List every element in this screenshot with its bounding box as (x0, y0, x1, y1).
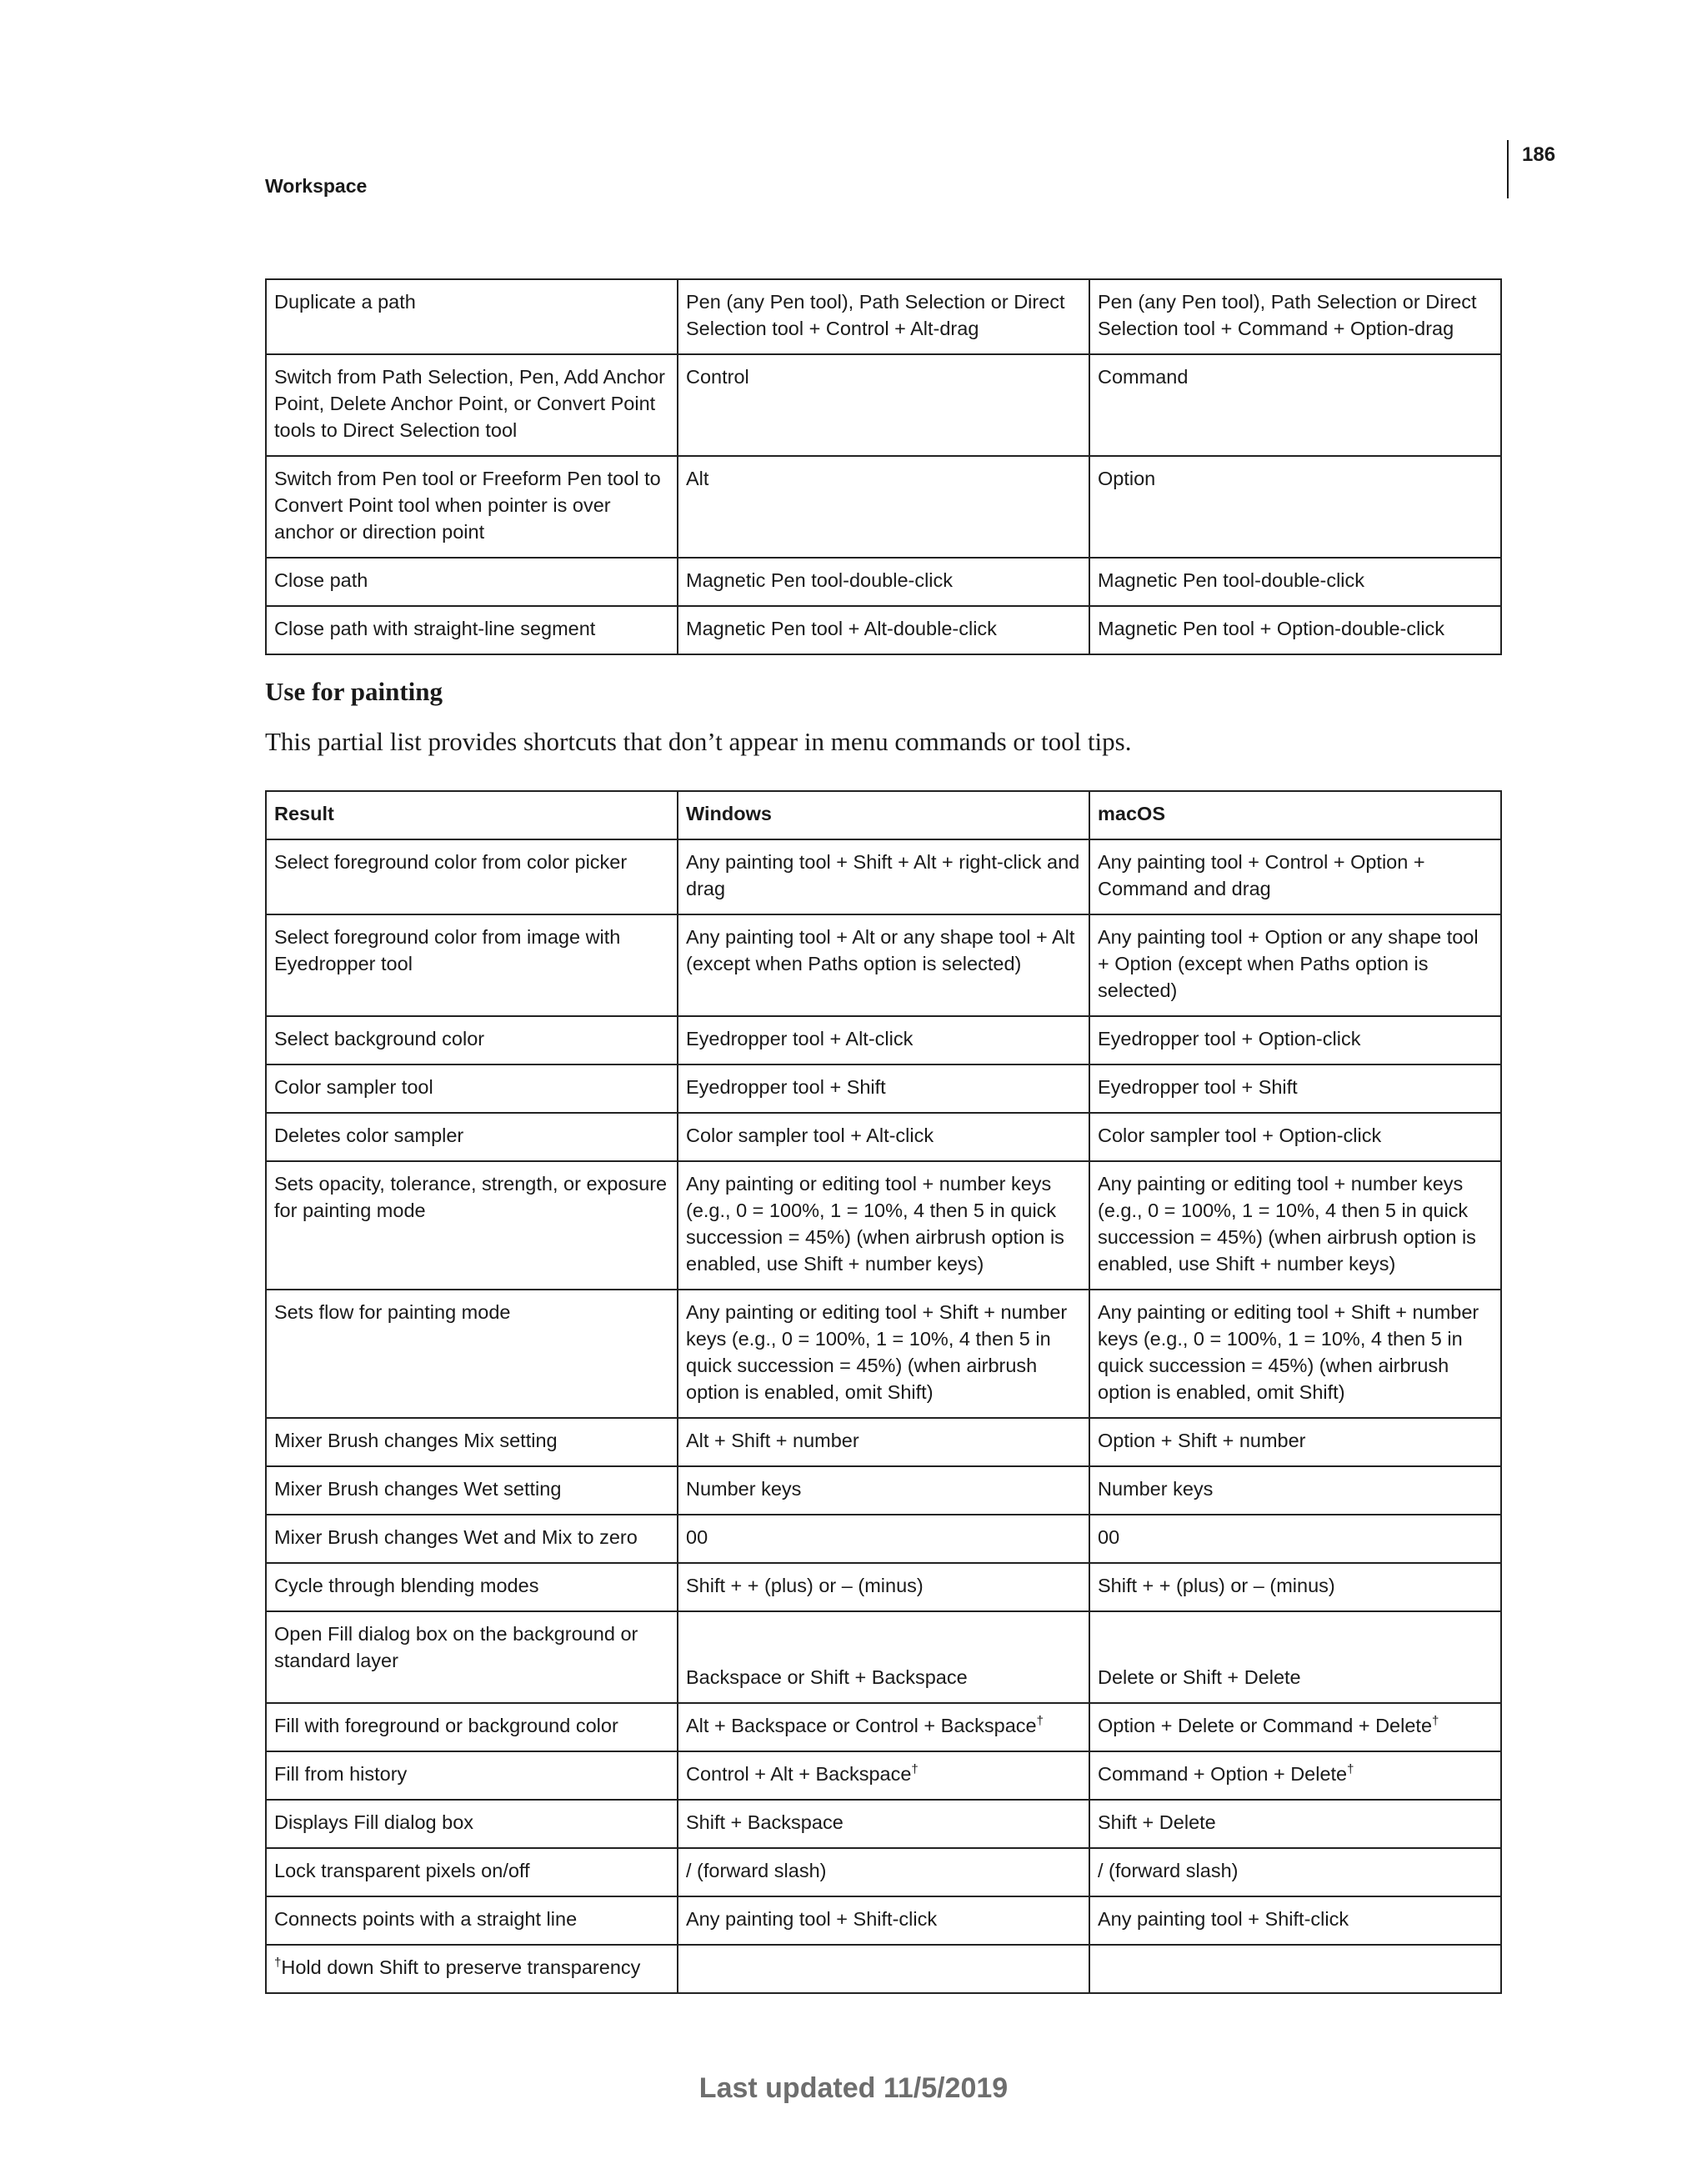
section-intro: This partial list provides shortcuts that don’t appear in menu commands or tool tips. (265, 727, 1132, 756)
result-cell: Sets opacity, tolerance, strength, or exposure for painting mode (266, 1161, 678, 1290)
table-row (266, 1290, 1501, 1418)
cell-text: Control + Alt + Backspace (686, 1763, 912, 1785)
windows-cell: / (forward slash) (678, 1848, 1089, 1896)
column-header-result: Result (266, 791, 678, 839)
macos-cell: Magnetic Pen tool-double-click (1089, 558, 1501, 606)
table-row (266, 1418, 1501, 1466)
macos-cell: Color sampler tool + Option-click (1089, 1113, 1501, 1161)
result-cell: Displays Fill dialog box (266, 1800, 678, 1848)
result-cell: Open Fill dialog box on the background or standard layer (266, 1611, 678, 1703)
page-number-rule (1507, 140, 1509, 198)
macos-cell: Pen (any Pen tool), Path Selection or Direct Selection tool + Command + Option-drag (1089, 279, 1501, 354)
windows-cell: Eyedropper tool + Shift (678, 1064, 1089, 1113)
path-shortcuts-table (265, 278, 1502, 655)
windows-cell: Any painting or editing tool + number keys (e.g., 0 = 100%, 1 = 10%, 4 then 5 in quick succession = 45%) (when airbrush option is enabled, use Shift + number keys) (678, 1161, 1089, 1290)
table-row (266, 1563, 1501, 1611)
section-heading: Use for painting (265, 677, 443, 706)
windows-cell: Control (678, 354, 1089, 456)
windows-cell: Shift + Backspace (678, 1800, 1089, 1848)
result-cell: Fill with foreground or background color (266, 1703, 678, 1751)
windows-cell: Alt + Shift + number (678, 1418, 1089, 1466)
painting-shortcuts-table (265, 790, 1502, 1994)
table-row (266, 1161, 1501, 1290)
column-header-windows: Windows (678, 791, 1089, 839)
table-row (266, 354, 1501, 456)
windows-cell: Any painting tool + Alt or any shape tool + Alt (except when Paths option is selected) (678, 914, 1089, 1016)
result-cell: Select background color (266, 1016, 678, 1064)
result-cell: Connects points with a straight line (266, 1896, 678, 1945)
page-number: 186 (1522, 143, 1556, 166)
result-cell: Close path (266, 558, 678, 606)
table-header-row (266, 791, 1501, 839)
result-cell: Duplicate a path (266, 279, 678, 354)
table-row (266, 1016, 1501, 1064)
windows-cell: Pen (any Pen tool), Path Selection or Direct Selection tool + Control + Alt-drag (678, 279, 1089, 354)
result-cell: Mixer Brush changes Mix setting (266, 1418, 678, 1466)
windows-cell: Magnetic Pen tool + Alt-double-click (678, 606, 1089, 654)
result-cell: Deletes color sampler (266, 1113, 678, 1161)
macos-cell: Shift + Delete (1089, 1800, 1501, 1848)
table-row (266, 1848, 1501, 1896)
result-cell: Close path with straight-line segment (266, 606, 678, 654)
windows-cell: Any painting tool + Shift-click (678, 1896, 1089, 1945)
macos-cell: Any painting or editing tool + number keys (e.g., 0 = 100%, 1 = 10%, 4 then 5 in quick succession = 45%) (when airbrush option is enabled, use Shift + number keys) (1089, 1161, 1501, 1290)
windows-cell: Backspace or Shift + Backspace (678, 1611, 1089, 1703)
result-cell: Select foreground color from color picker (266, 839, 678, 914)
windows-cell: 00 (678, 1515, 1089, 1563)
table-row (266, 558, 1501, 606)
windows-cell (678, 1945, 1089, 1993)
table-row (266, 279, 1501, 354)
windows-cell: Alt (678, 456, 1089, 558)
macos-cell: Any painting tool + Control + Option + Command and drag (1089, 839, 1501, 914)
result-cell: Lock transparent pixels on/off (266, 1848, 678, 1896)
result-cell: Mixer Brush changes Wet and Mix to zero (266, 1515, 678, 1563)
macos-cell (1089, 1945, 1501, 1993)
windows-cell: Shift + + (plus) or – (minus) (678, 1563, 1089, 1611)
table-row (266, 839, 1501, 914)
running-header: Workspace (265, 175, 368, 197)
macos-cell: 00 (1089, 1515, 1501, 1563)
cell-text: Command + Option + Delete (1098, 1763, 1348, 1785)
windows-cell (678, 1703, 1089, 1751)
macos-cell: Eyedropper tool + Option-click (1089, 1016, 1501, 1064)
table-row (266, 1800, 1501, 1848)
column-header-macos: macOS (1089, 791, 1501, 839)
cell-text: Option + Delete or Command + Delete (1098, 1715, 1433, 1736)
table-row (266, 1113, 1501, 1161)
macos-cell: Option (1089, 456, 1501, 558)
footnote-row (266, 1945, 1501, 1993)
windows-cell (678, 1751, 1089, 1800)
result-cell: Switch from Pen tool or Freeform Pen tool to Convert Point tool when pointer is over anchor or direction point (266, 456, 678, 558)
footnote-text: Hold down Shift to preserve transparency (281, 1956, 641, 1978)
windows-cell: Color sampler tool + Alt-click (678, 1113, 1089, 1161)
table-row (266, 1751, 1501, 1800)
dagger-footnote-mark: † (1347, 1762, 1354, 1777)
table-row (266, 1896, 1501, 1945)
result-cell: Cycle through blending modes (266, 1563, 678, 1611)
macos-cell: Any painting or editing tool + Shift + number keys (e.g., 0 = 100%, 1 = 10%, 4 then 5 in quick succession = 45%) (when airbrush option is enabled, omit Shift) (1089, 1290, 1501, 1418)
macos-cell: Number keys (1089, 1466, 1501, 1515)
dagger-footnote-mark: † (1036, 1714, 1044, 1729)
table-row (266, 1064, 1501, 1113)
table-row (266, 1515, 1501, 1563)
table-row (266, 1611, 1501, 1703)
result-cell: Switch from Path Selection, Pen, Add Anchor Point, Delete Anchor Point, or Convert Point tools to Direct Selection tool (266, 354, 678, 456)
macos-cell: Command (1089, 354, 1501, 456)
macos-cell: Option + Shift + number (1089, 1418, 1501, 1466)
result-cell: Mixer Brush changes Wet setting (266, 1466, 678, 1515)
macos-cell: Delete or Shift + Delete (1089, 1611, 1501, 1703)
macos-cell: Any painting tool + Option or any shape tool + Option (except when Paths option is selected) (1089, 914, 1501, 1016)
macos-cell: Eyedropper tool + Shift (1089, 1064, 1501, 1113)
table-row (266, 914, 1501, 1016)
result-cell: Select foreground color from image with Eyedropper tool (266, 914, 678, 1016)
macos-cell: Any painting tool + Shift-click (1089, 1896, 1501, 1945)
dagger-footnote-mark: † (274, 1956, 282, 1971)
last-updated-footer: Last updated 11/5/2019 (698, 2072, 1009, 2104)
table-row (266, 606, 1501, 654)
table-row (266, 1703, 1501, 1751)
macos-cell: Shift + + (plus) or – (minus) (1089, 1563, 1501, 1611)
table-row (266, 456, 1501, 558)
windows-cell: Magnetic Pen tool-double-click (678, 558, 1089, 606)
dagger-footnote-mark: † (1432, 1714, 1439, 1729)
macos-cell: Magnetic Pen tool + Option-double-click (1089, 606, 1501, 654)
macos-cell: / (forward slash) (1089, 1848, 1501, 1896)
result-cell: Sets flow for painting mode (266, 1290, 678, 1418)
result-cell: Fill from history (266, 1751, 678, 1800)
footnote-cell (266, 1945, 678, 1993)
macos-cell (1089, 1703, 1501, 1751)
windows-cell: Number keys (678, 1466, 1089, 1515)
dagger-footnote-mark: † (911, 1762, 919, 1777)
result-cell: Color sampler tool (266, 1064, 678, 1113)
windows-cell: Any painting or editing tool + Shift + number keys (e.g., 0 = 100%, 1 = 10%, 4 then 5 in quick succession = 45%) (when airbrush option is enabled, omit Shift) (678, 1290, 1089, 1418)
table-row (266, 1466, 1501, 1515)
windows-cell: Eyedropper tool + Alt-click (678, 1016, 1089, 1064)
windows-cell: Any painting tool + Shift + Alt + right-click and drag (678, 839, 1089, 914)
macos-cell (1089, 1751, 1501, 1800)
cell-text: Alt + Backspace or Control + Backspace (686, 1715, 1037, 1736)
